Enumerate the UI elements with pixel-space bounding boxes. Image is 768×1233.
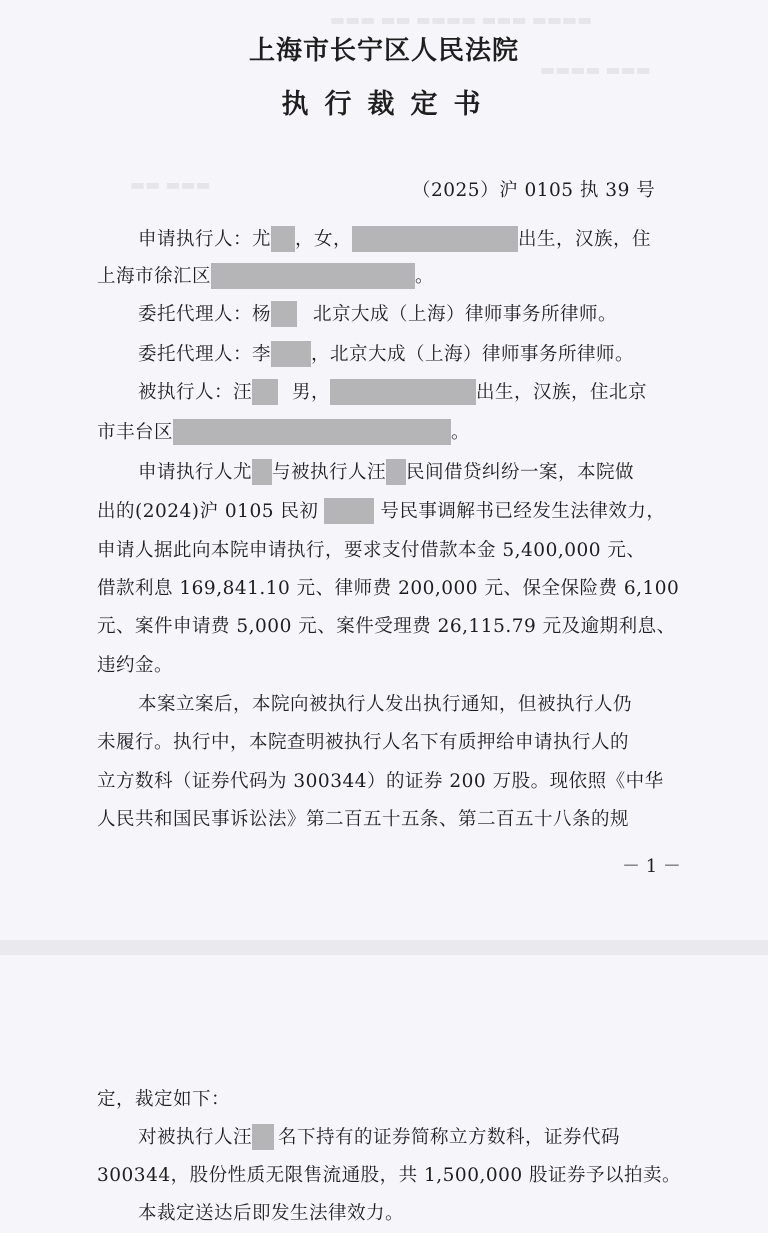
redaction-box — [271, 226, 295, 252]
ruling-line: 300344，股份性质无限售流通股，共 1,500,000 股证券予以拍卖。 — [97, 1165, 682, 1186]
agent-line-2: 委托代理人：李 ，北京大成（上海）律师事务所律师。 — [138, 340, 634, 367]
agent-line-1: 委托代理人：杨 北京大成（上海）律师事务所律师。 — [138, 300, 617, 327]
document-title: 执行裁定书 — [281, 89, 497, 120]
bleed-through-text: ▬▬▬ ▬▬ ▬▬▬▬ ▬▬▬ ▬▬▬▬ — [330, 10, 593, 29]
case-number: （2025）沪 0105 执 39 号 — [412, 180, 656, 201]
case-paragraph-line: 出的(2024)沪 0105 民初 号民事调解书已经发生法律效力， — [97, 497, 665, 524]
finding-paragraph-line: 未履行。执行中，本院查明被执行人名下有质押给申请执行人的 — [97, 732, 630, 753]
case-paragraph-line: 元、案件申请费 5,000 元、案件受理费 26,115.79 元及逾期利息、 — [97, 616, 676, 637]
respondent-address-line: 市丰台区 。 — [97, 418, 470, 445]
redaction-box — [211, 263, 415, 289]
document-page-2 — [0, 955, 768, 1233]
redaction-box — [352, 226, 518, 252]
respondent-line: 被执行人：汪 男， 出生，汉族，住北京 — [138, 378, 647, 405]
case-paragraph-line: 违约金。 — [97, 655, 174, 676]
court-name: 上海市长宁区人民法院 — [248, 36, 519, 66]
ruling-line: 对被执行人汪 名下持有的证券简称立方数科，证券代码 — [138, 1123, 620, 1150]
redaction-box — [252, 1124, 274, 1150]
ruling-intro: 定，裁定如下： — [97, 1089, 231, 1110]
redaction-box — [324, 498, 374, 524]
applicant-line: 申请执行人：尤 ，女， 出生，汉族，住 — [138, 225, 651, 252]
case-paragraph-line: 申请人据此向本院申请执行，要求支付借款本金 5,400,000 元、 — [97, 540, 646, 561]
applicant-address-line: 上海市徐汇区 。 — [97, 262, 434, 289]
effect-statement: 本裁定送达后即发生法律效力。 — [138, 1203, 405, 1224]
redaction-box — [330, 379, 476, 405]
redaction-box — [271, 341, 311, 367]
case-paragraph-line: 借款利息 169,841.10 元、律师费 200,000 元、保全保险费 6,100 — [97, 578, 680, 599]
case-paragraph-line: 申请执行人尤 与被执行人汪 民间借贷纠纷一案，本院做 — [138, 458, 634, 485]
finding-paragraph-line: 本案立案后，本院向被执行人发出执行通知，但被执行人仍 — [138, 694, 633, 715]
finding-paragraph-line: 立方数科（证券代码为 300344）的证券 200 万股。现依照《中华 — [97, 771, 664, 792]
redaction-box — [252, 459, 272, 485]
redaction-box — [252, 379, 278, 405]
redaction-box — [271, 301, 297, 327]
redaction-box — [386, 459, 406, 485]
finding-paragraph-line: 人民共和国民事诉讼法》第二百五十五条、第二百五十八条的规 — [97, 809, 630, 830]
bleed-through-text: ▬▬▬▬ ▬▬▬ — [540, 60, 651, 79]
bleed-through-text: ▬▬ ▬▬▬ — [130, 175, 211, 194]
page-number: － 1 － — [622, 856, 681, 877]
redaction-box — [173, 419, 451, 445]
